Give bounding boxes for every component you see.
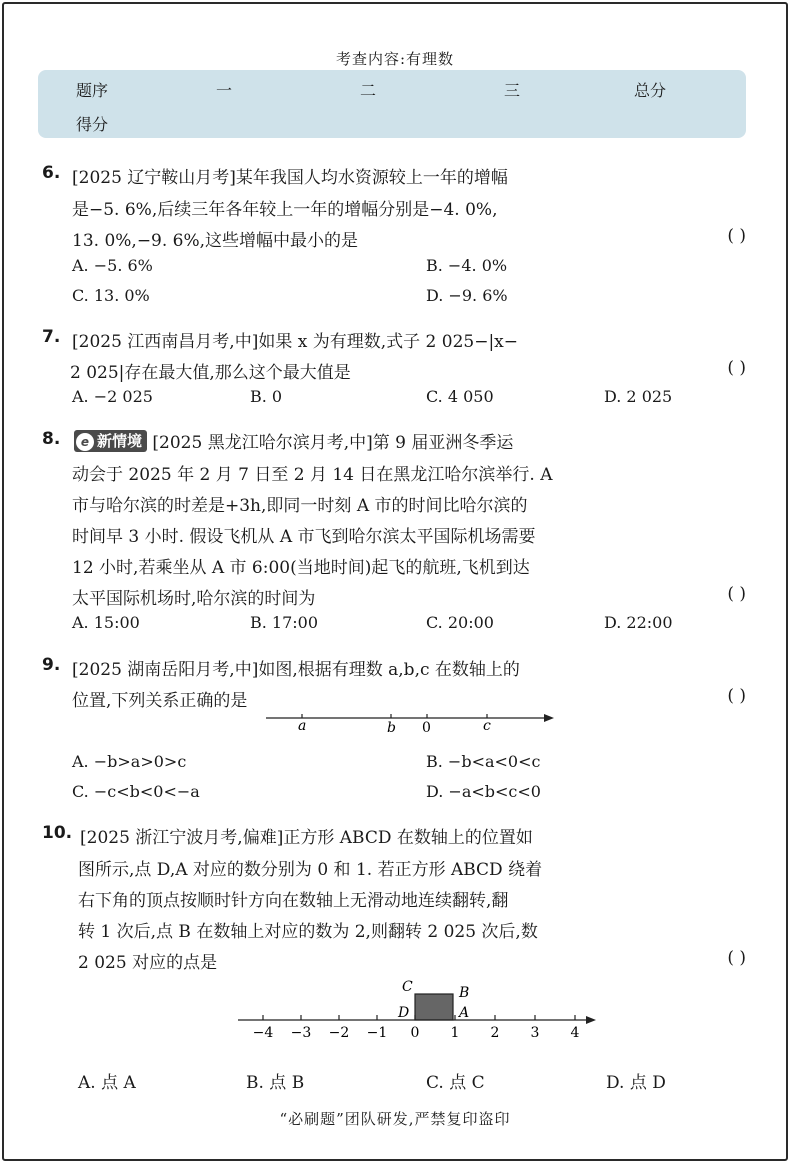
answer-paren: ( ) bbox=[727, 686, 746, 706]
option-a: A. −2 025 bbox=[72, 387, 153, 406]
score-cell: 二 bbox=[360, 81, 377, 100]
vertex-label-b: B bbox=[459, 985, 470, 1001]
page-topic: 考查内容:有理数 bbox=[335, 50, 455, 68]
option-b: B. 0 bbox=[250, 387, 283, 406]
question-number: 6. bbox=[42, 163, 61, 183]
question-text-line: 12 小时,若乘坐从 A 市 6:00(当地时间)起飞的航班,飞机到达 bbox=[72, 558, 530, 578]
tick-label: −4 bbox=[252, 1025, 274, 1041]
tick-label: 1 bbox=[450, 1025, 460, 1041]
question-number: 7. bbox=[42, 327, 61, 347]
e-circle-icon: e bbox=[76, 433, 94, 451]
score-row-header bbox=[38, 74, 746, 102]
option-b: B. −b<a<0<c bbox=[426, 752, 541, 771]
square-abcd bbox=[415, 994, 453, 1020]
vertex-label-c: C bbox=[402, 979, 413, 995]
option-d: D. −a<b<c<0 bbox=[426, 782, 541, 801]
option-b: B. 点 B bbox=[246, 1073, 305, 1093]
number-line-figure bbox=[260, 706, 560, 740]
axis-label-a: a bbox=[298, 718, 307, 734]
answer-paren: ( ) bbox=[727, 948, 746, 968]
score-cell: 得分 bbox=[76, 115, 109, 134]
tick-label: −1 bbox=[366, 1025, 388, 1041]
axis-label-b: b bbox=[387, 720, 396, 736]
square-on-number-line-figure bbox=[232, 975, 602, 1045]
axis-arrow-icon bbox=[586, 1016, 596, 1024]
page-footer: “必刷题”团队研发,严禁复印盗印 bbox=[279, 1110, 511, 1128]
question-text-line: 转 1 次后,点 B 在数轴上对应的数为 2,则翻转 2 025 次后,数 bbox=[78, 922, 538, 942]
option-c: C. 4 050 bbox=[426, 387, 494, 406]
question-text-line: 太平国际机场时,哈尔滨的时间为 bbox=[72, 589, 316, 609]
question-text-line: [2025 湖南岳阳月考,中]如图,根据有理数 a,b,c 在数轴上的 bbox=[72, 660, 520, 680]
question-text-line: 动会于 2025 年 2 月 7 日至 2 月 14 日在黑龙江哈尔滨举行. A bbox=[72, 465, 553, 485]
question-text-line: 位置,下列关系正确的是 bbox=[72, 691, 248, 711]
option-d: D. 点 D bbox=[606, 1073, 666, 1093]
option-a: A. 15:00 bbox=[72, 613, 140, 632]
question-text-line: [2025 辽宁鞍山月考]某年我国人均水资源较上一年的增幅 bbox=[72, 168, 508, 188]
question-number: 9. bbox=[42, 655, 61, 675]
option-c: C. 20:00 bbox=[426, 613, 494, 632]
option-c: C. −c<b<0<−a bbox=[72, 782, 200, 801]
option-d: D. 22:00 bbox=[604, 613, 673, 632]
question-text-line: [2025 浙江宁波月考,偏难]正方形 ABCD 在数轴上的位置如 bbox=[80, 828, 533, 848]
tick-label: −3 bbox=[290, 1025, 312, 1041]
question-text-line: 右下角的顶点按顺时针方向在数轴上无滑动地连续翻转,翻 bbox=[78, 891, 509, 911]
axis-label-c: c bbox=[483, 718, 491, 734]
option-a: A. −b>a>0>c bbox=[72, 752, 187, 771]
score-table bbox=[38, 70, 746, 138]
axis-label-zero: 0 bbox=[422, 720, 431, 736]
option-d: D. 2 025 bbox=[604, 387, 673, 406]
option-c: C. 点 C bbox=[426, 1073, 485, 1093]
answer-paren: ( ) bbox=[727, 358, 746, 378]
option-c: C. 13. 0% bbox=[72, 286, 150, 305]
vertex-label-a: A bbox=[459, 1005, 470, 1021]
score-cell: 三 bbox=[504, 81, 521, 100]
question-text-line: [2025 江西南昌月考,中]如果 x 为有理数,式子 2 025−|x− bbox=[72, 332, 519, 352]
question-number: 8. bbox=[42, 429, 61, 449]
option-d: D. −9. 6% bbox=[426, 286, 508, 305]
vertex-label-d: D bbox=[398, 1005, 410, 1021]
score-cell: 题序 bbox=[76, 81, 109, 100]
answer-paren: ( ) bbox=[727, 226, 746, 246]
question-text-line: 2 025 对应的点是 bbox=[78, 953, 218, 973]
score-cell: 一 bbox=[216, 81, 233, 100]
tick-label: 4 bbox=[570, 1025, 580, 1041]
option-b: B. 17:00 bbox=[250, 613, 319, 632]
score-cell: 总分 bbox=[634, 81, 667, 100]
axis-arrow-icon bbox=[544, 714, 554, 722]
question-number: 10. bbox=[42, 823, 73, 843]
tick-label: 2 bbox=[490, 1025, 500, 1041]
option-b: B. −4. 0% bbox=[426, 256, 508, 275]
score-row-score bbox=[38, 108, 746, 136]
question-text-line: 13. 0%,−9. 6%,这些增幅中最小的是 bbox=[72, 231, 359, 251]
tick-label: 0 bbox=[410, 1025, 420, 1041]
question-text-line: 时间早 3 小时. 假设飞机从 A 市飞到哈尔滨太平国际机场需要 bbox=[72, 527, 536, 547]
question-text-line: 是−5. 6%,后续三年各年较上一年的增幅分别是−4. 0%, bbox=[72, 200, 498, 220]
option-a: A. −5. 6% bbox=[72, 256, 153, 275]
tick-label: −2 bbox=[328, 1025, 350, 1041]
question-text-line: e 新情境 [2025 黑龙江哈尔滨月考,中]第 9 届亚洲冬季运 bbox=[74, 428, 513, 453]
question-text-line: 2 025|存在最大值,那么这个最大值是 bbox=[70, 363, 351, 383]
tick-label: 3 bbox=[530, 1025, 540, 1041]
question-text-line: 图所示,点 D,A 对应的数分别为 0 和 1. 若正方形 ABCD 绕着 bbox=[78, 860, 543, 880]
new-context-badge: e 新情境 bbox=[74, 430, 147, 452]
answer-paren: ( ) bbox=[727, 584, 746, 604]
question-text-line: 市与哈尔滨的时差是+3h,即同一时刻 A 市的时间比哈尔滨的 bbox=[72, 496, 528, 516]
option-a: A. 点 A bbox=[78, 1073, 136, 1093]
